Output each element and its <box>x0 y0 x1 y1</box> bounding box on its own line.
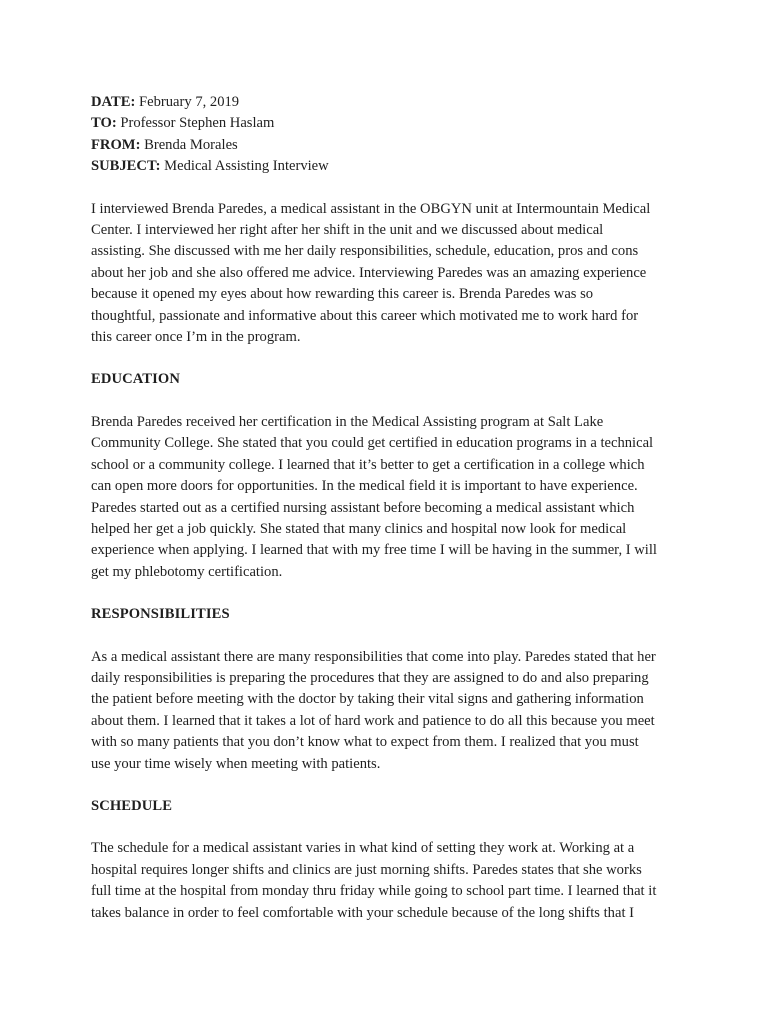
date-label: DATE: <box>91 94 136 110</box>
education-line: get my phlebotomy certification. <box>91 563 283 580</box>
responsibilities-line: use your time wisely when meeting with patients. <box>91 755 381 772</box>
memo-date <box>91 92 691 113</box>
intro-paragraph <box>91 199 691 349</box>
memo-from <box>91 135 691 156</box>
intro-line: about her job and she also offered me advice. Interviewing Paredes was an amazing experience <box>91 264 647 281</box>
education-line: experience when applying. I learned that with my free time I will be having in the summer, I will <box>91 542 657 559</box>
spacer <box>91 817 691 838</box>
date-value: February 7, 2019 <box>138 94 240 110</box>
spacer <box>91 348 691 369</box>
schedule-heading: SCHEDULE <box>91 797 173 814</box>
education-heading: EDUCATION <box>91 371 181 388</box>
schedule-line: full time at the hospital from monday thru friday while going to school part time. I learned that it <box>91 883 657 900</box>
responsibilities-line: As a medical assistant there are many responsibilities that come into play. Paredes stated that her <box>91 648 656 665</box>
to-label: TO: <box>91 115 117 132</box>
responsibilities-line: with so many patients that you don’t know what to expect from them. I realized that you must <box>91 734 639 751</box>
spacer <box>91 391 691 412</box>
intro-line: thoughtful, passionate and informative about this career which motivated me to work hard for <box>91 307 639 324</box>
responsibilities-heading: RESPONSIBILITIES <box>91 606 230 623</box>
spacer <box>91 626 691 647</box>
to-value: Professor Stephen Haslam <box>120 115 275 132</box>
intro-line: I interviewed Brenda Paredes, a medical assistant in the OBGYN unit at Intermountain Medical <box>91 200 651 217</box>
responsibilities-line: daily responsibilities is preparing the procedures that they are assigned to do and also preparing <box>91 669 649 686</box>
education-line: helped her get a job quickly. She stated that many clinics and hospital now look for medical <box>91 520 627 537</box>
memo-header <box>91 92 691 178</box>
from-label: FROM: <box>91 136 141 153</box>
education-line: Paredes started out as a certified nursing assistant before becoming a medical assistant which <box>91 499 635 516</box>
from-value: Brenda Morales <box>144 136 238 153</box>
schedule-line: takes balance in order to feel comfortable with your schedule because of the long shifts that I <box>91 904 635 921</box>
intro-line: because it opened my eyes about how rewarding this career is. Brenda Paredes was so <box>91 286 594 303</box>
schedule-line: The schedule for a medical assistant varies in what kind of setting they work at. Working at a <box>91 840 635 857</box>
schedule-paragraph <box>91 838 691 924</box>
intro-line: assisting. She discussed with me her daily responsibilities, schedule, education, pros and cons <box>91 243 639 260</box>
memo-subject <box>91 156 691 177</box>
spacer <box>91 583 691 604</box>
education-line: Brenda Paredes received her certification in the Medical Assisting program at Salt Lake <box>91 413 604 430</box>
intro-line: this career once I’m in the program. <box>91 329 301 346</box>
responsibilities-paragraph <box>91 647 691 775</box>
responsibilities-line: about them. I learned that it takes a lot of hard work and patience to do all this because you meet <box>91 712 655 729</box>
responsibilities-line: the patient before meeting with the doctor by taking their vital signs and gathering information <box>91 691 644 708</box>
schedule-line: hospital requires longer shifts and clinics are just morning shifts. Paredes states that she works <box>91 861 642 878</box>
subject-label: SUBJECT: <box>91 158 161 175</box>
education-line: Community College. She stated that you could get certified in education programs in a technical <box>91 435 654 452</box>
education-line: can open more doors for opportunities. In the medical field it is important to have experience. <box>91 478 638 495</box>
subject-value: Medical Assisting Interview <box>164 158 329 175</box>
education-paragraph <box>91 412 691 583</box>
intro-line: Center. I interviewed her right after her shift in the unit and we discussed about medical <box>91 222 604 239</box>
spacer <box>91 775 691 796</box>
education-line: school or a community college. I learned that it’s better to get a certification in a college which <box>91 456 645 473</box>
memo-to <box>91 113 691 134</box>
document-page <box>91 92 691 924</box>
